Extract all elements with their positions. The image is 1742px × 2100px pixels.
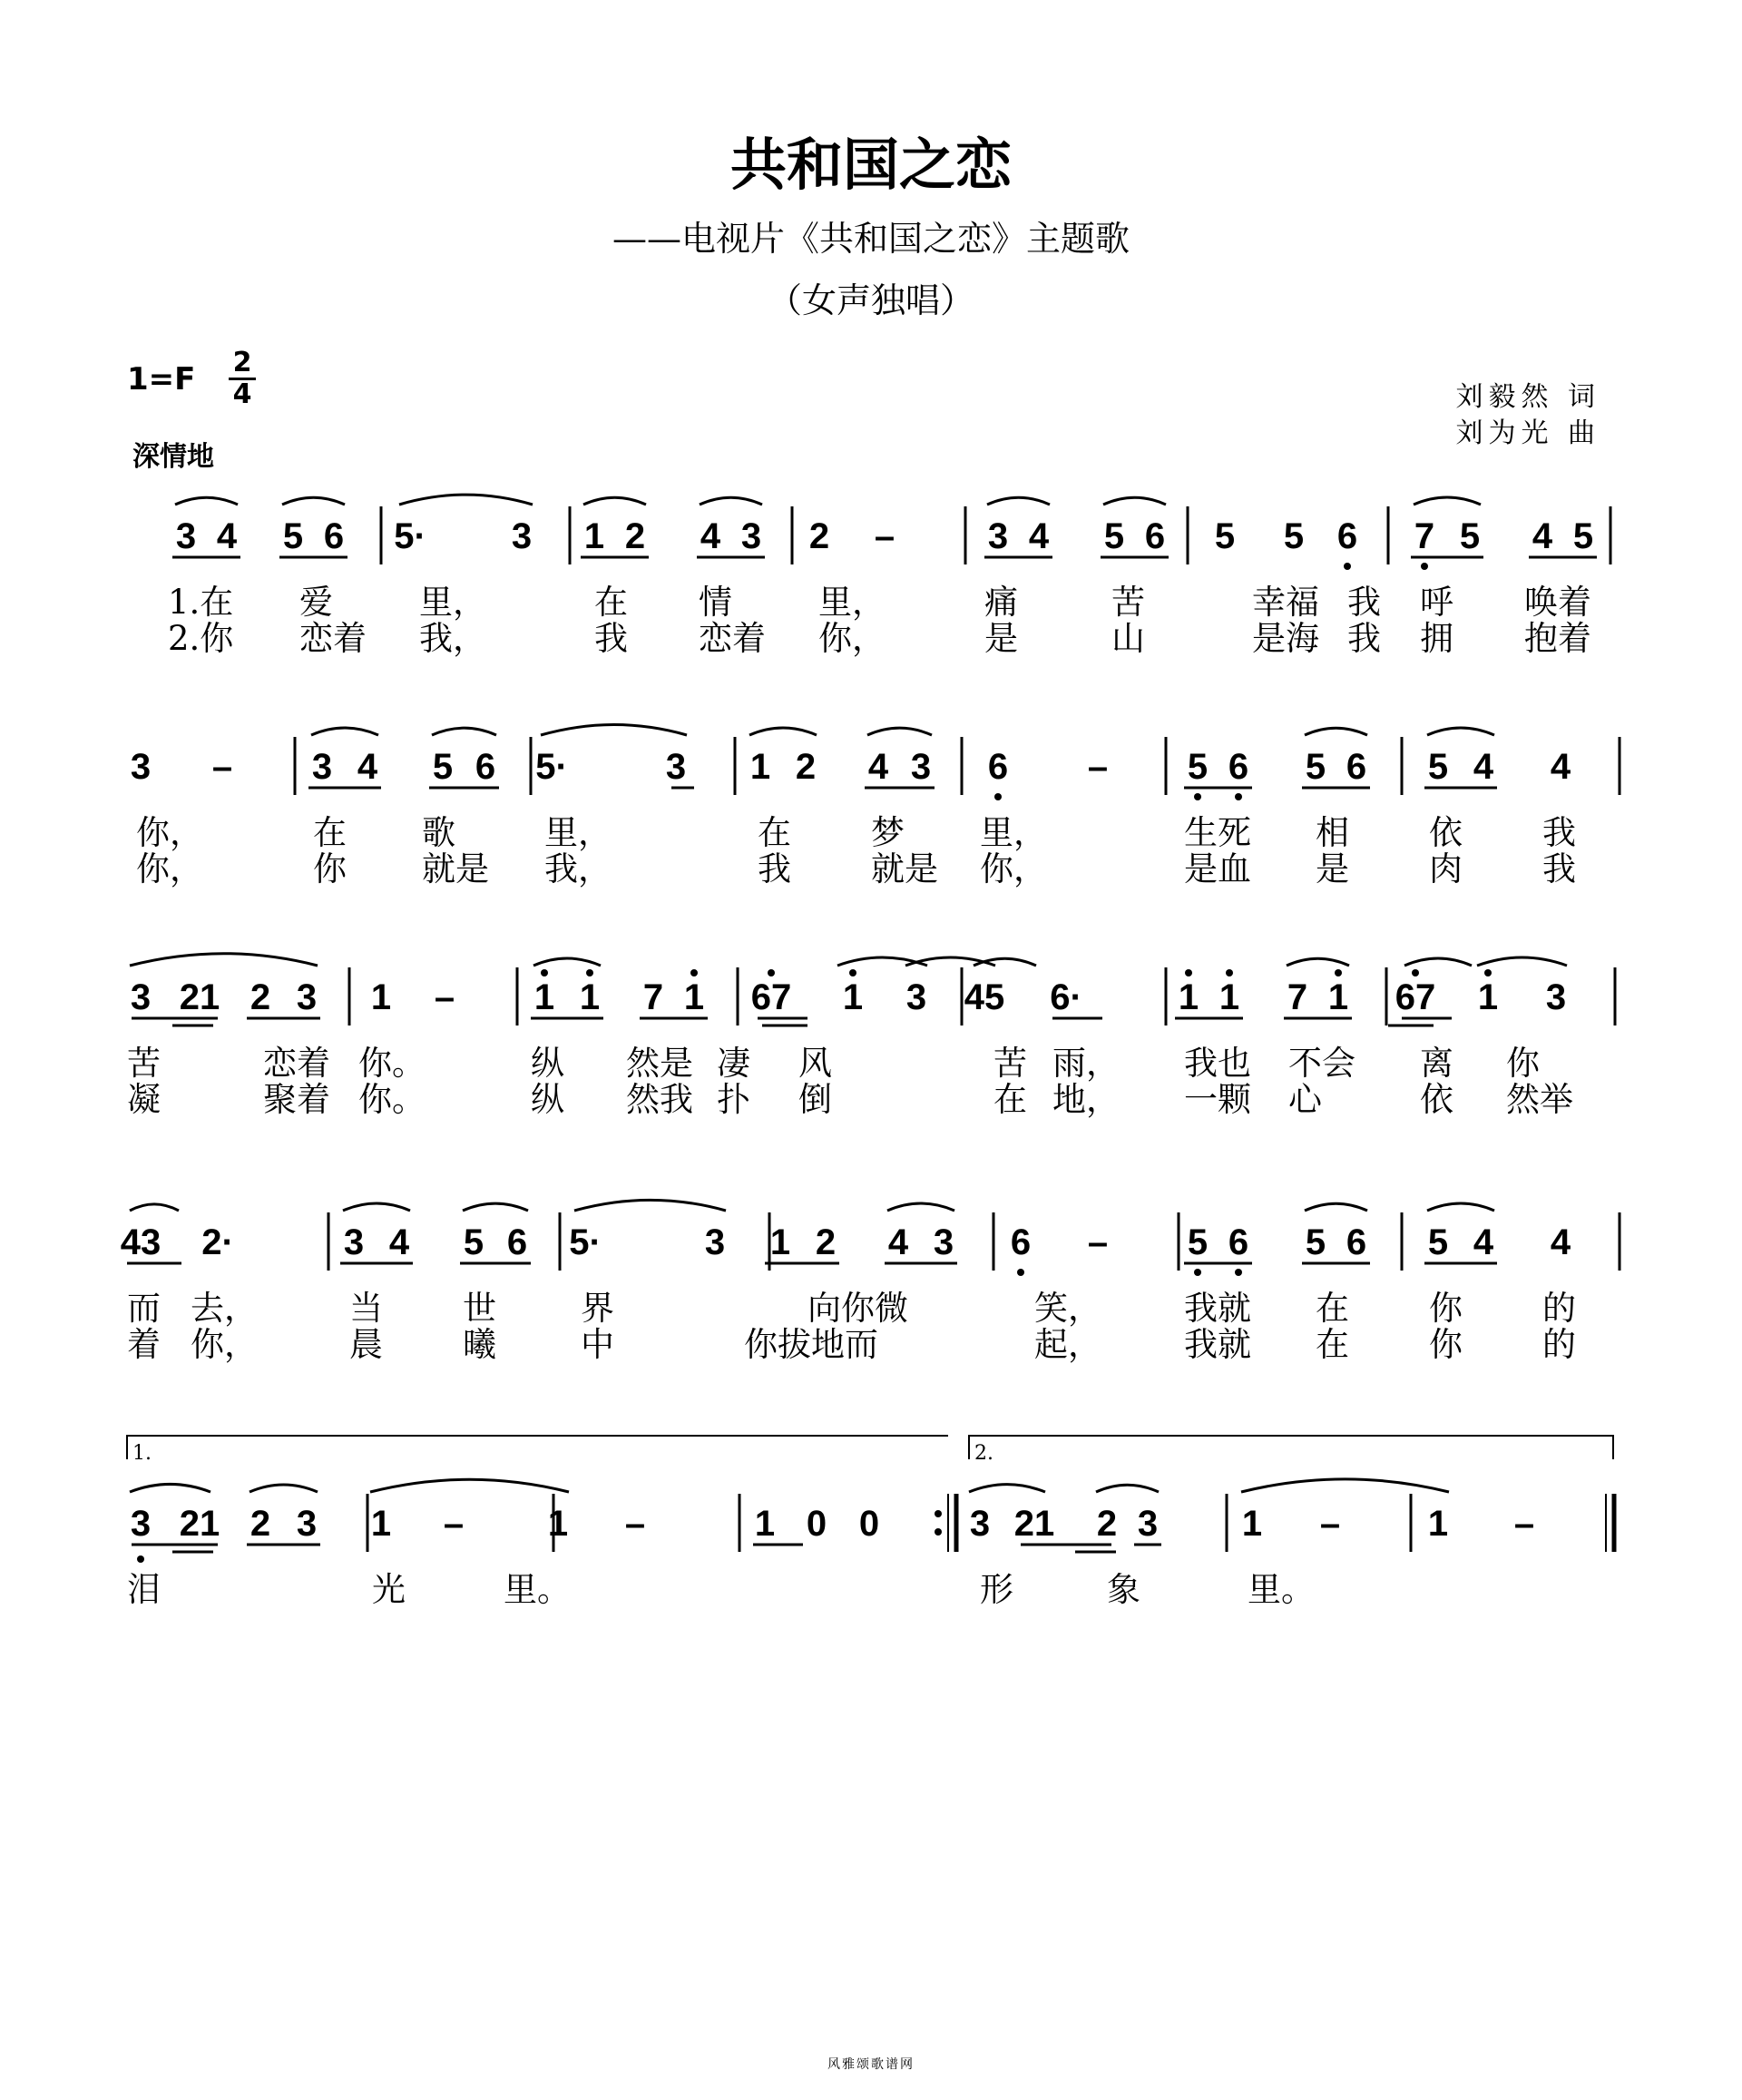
- slur-arc: [1427, 1203, 1494, 1211]
- octave-dot: [1344, 563, 1351, 570]
- jianpu-note: 3: [296, 977, 318, 1017]
- jianpu-note: 21: [1013, 1504, 1055, 1544]
- jianpu-note: 5: [432, 747, 454, 787]
- slur-arc: [1427, 728, 1494, 735]
- jianpu-note: 3: [969, 1504, 991, 1544]
- lyric-syllable: 唤着: [1524, 583, 1591, 622]
- jianpu-note: 3: [175, 516, 197, 556]
- jianpu-note: 4: [1028, 516, 1050, 556]
- lyric-syllable: 苦: [1111, 583, 1145, 622]
- jianpu-note: –: [1319, 1504, 1341, 1544]
- lyric-syllable: 你: [313, 849, 347, 888]
- slur-arc: [837, 957, 927, 966]
- slur-arc: [1305, 1203, 1367, 1211]
- jianpu-note: 7: [1414, 516, 1435, 556]
- jianpu-note: 3: [704, 1222, 726, 1262]
- lyric-syllable: 你。: [358, 1044, 426, 1083]
- lyric-syllable: 我也: [1184, 1044, 1251, 1083]
- jianpu-note: 7: [1287, 977, 1308, 1017]
- jianpu-note: 21: [179, 977, 220, 1017]
- jianpu-note: 3: [511, 516, 533, 556]
- lyric-syllable: 你，: [818, 619, 886, 658]
- jianpu-note: 2: [815, 1222, 837, 1262]
- slur-arc: [175, 497, 238, 505]
- song-subtitle: ——电视片《共和国之恋》主题歌: [612, 219, 1130, 259]
- lyric-syllable: 山: [1111, 619, 1145, 658]
- voice-type: （女声独唱）: [767, 280, 974, 320]
- jianpu-note: –: [1513, 1504, 1535, 1544]
- slur-arc: [969, 1485, 1045, 1492]
- repeat-dot: [935, 1528, 942, 1536]
- jianpu-note: 2: [624, 516, 646, 556]
- footer-watermark: 风雅颂歌谱网: [827, 2057, 915, 2072]
- lyric-syllable: 向你微: [807, 1289, 908, 1328]
- lyric-syllable: 你。: [358, 1080, 426, 1119]
- lyric-syllable: 生死: [1184, 813, 1251, 852]
- jianpu-note: 3: [740, 516, 762, 556]
- lyric-syllable: 是: [1316, 849, 1349, 888]
- octave-dot: [1412, 969, 1419, 976]
- jianpu-note: 6: [475, 747, 496, 787]
- jianpu-note: 1: [1178, 977, 1199, 1017]
- jianpu-note: 3: [296, 1504, 318, 1544]
- lyric-syllable: 是: [984, 619, 1018, 658]
- jianpu-note: 4: [1550, 1222, 1571, 1262]
- lyric-syllable: 肉: [1429, 849, 1463, 888]
- jianpu-note: 1: [1218, 977, 1240, 1017]
- lyric-syllable: 曦: [463, 1325, 496, 1364]
- slur-arc: [887, 1203, 954, 1211]
- volta-bracket-second: [969, 1436, 1613, 1459]
- lyric-syllable: 形: [980, 1570, 1013, 1609]
- lyric-syllable: 里。: [504, 1570, 571, 1609]
- lyric-syllable: 相: [1316, 813, 1349, 852]
- lyric-syllable: 笑，: [1034, 1289, 1101, 1328]
- jianpu-note: 4: [1473, 1222, 1494, 1262]
- jianpu-note: 5: [1427, 747, 1449, 787]
- volta-bracket-first: [127, 1436, 948, 1459]
- jianpu-note: 3: [130, 977, 152, 1017]
- jianpu-note: 6: [1228, 1222, 1249, 1262]
- slur-arc: [1404, 958, 1472, 966]
- jianpu-note: –: [211, 747, 233, 787]
- lyric-syllable: 依: [1429, 813, 1463, 852]
- lyric-syllable: 倒: [798, 1080, 832, 1119]
- jianpu-note: –: [624, 1504, 646, 1544]
- lyric-syllable: 拥: [1420, 619, 1453, 658]
- time-signature-denominator: 4: [232, 378, 252, 410]
- jianpu-note: 5: [1459, 516, 1481, 556]
- jianpu-note: 6·: [1050, 977, 1082, 1017]
- lyric-syllable: 在: [758, 813, 791, 852]
- slur-arc: [749, 728, 817, 735]
- jianpu-note: 1: [769, 1222, 791, 1262]
- jianpu-note: 0: [858, 1504, 880, 1544]
- octave-dot: [1421, 563, 1428, 570]
- jianpu-note: 6: [323, 516, 345, 556]
- lyric-syllable: 你，: [136, 813, 203, 852]
- jianpu-note: 5: [1305, 747, 1326, 787]
- lyric-syllable: 的: [1542, 1289, 1576, 1328]
- jianpu-note: 7: [642, 977, 664, 1017]
- lyric-syllable: 我: [594, 619, 628, 658]
- lyric-syllable: 风: [798, 1044, 832, 1083]
- lyric-syllable: 在: [1316, 1289, 1349, 1328]
- octave-dot: [1335, 969, 1342, 976]
- lyric-syllable: 凝: [127, 1080, 161, 1119]
- lyric-syllable: 是血: [1184, 849, 1251, 888]
- jianpu-note: 5: [1305, 1222, 1326, 1262]
- lyric-syllable: 里，: [544, 813, 612, 852]
- lyric-syllable: 世: [463, 1289, 496, 1328]
- lyric-syllable: 恋着: [699, 619, 766, 658]
- slur-arc: [974, 958, 1036, 966]
- jianpu-note: 5: [1103, 516, 1125, 556]
- lyric-syllable: 痛: [984, 583, 1018, 622]
- octave-dot: [1484, 969, 1492, 976]
- jianpu-note: 3: [130, 1504, 152, 1544]
- octave-dot: [1194, 1269, 1201, 1276]
- composer-credit: 刘为光 曲: [1455, 417, 1600, 449]
- slur-arc: [1287, 958, 1349, 966]
- lyric-syllable: 在: [594, 583, 628, 622]
- jianpu-note: 6: [1346, 1222, 1367, 1262]
- lyric-syllable: 心: [1288, 1080, 1322, 1119]
- lyric-syllable: 你: [1506, 1044, 1540, 1083]
- lyric-syllable: 在: [1316, 1325, 1349, 1364]
- lyric-syllable: 里，: [818, 583, 886, 622]
- jianpu-note: 5: [1572, 516, 1594, 556]
- jianpu-note: 6: [1228, 747, 1249, 787]
- slur-arc: [1305, 728, 1367, 735]
- lyric-syllable: 是海: [1252, 619, 1319, 658]
- octave-dot: [1194, 793, 1201, 800]
- lyric-syllable: 晨: [349, 1325, 383, 1364]
- song-title: 共和国之恋: [729, 132, 1012, 198]
- slur-arc: [583, 497, 646, 505]
- jianpu-note: 4: [1532, 516, 1553, 556]
- jianpu-note: –: [434, 977, 455, 1017]
- lyric-syllable: 我: [1542, 813, 1576, 852]
- jianpu-note: 5·: [394, 516, 426, 556]
- lyric-syllable: 我，: [419, 619, 486, 658]
- lyric-syllable: 我就: [1184, 1325, 1251, 1364]
- slur-arc: [1241, 1479, 1449, 1492]
- octave-dot: [1017, 1269, 1024, 1276]
- jianpu-note: 3: [905, 977, 927, 1017]
- lyric-syllable: 凄: [717, 1044, 750, 1083]
- lyric-syllable: 苦: [127, 1044, 161, 1083]
- jianpu-note: 6: [987, 747, 1009, 787]
- slur-arc: [432, 728, 496, 735]
- jianpu-note: 4: [357, 747, 378, 787]
- lyric-syllable: 我: [1542, 849, 1576, 888]
- lyric-syllable: 抱着: [1524, 619, 1591, 658]
- lyric-syllable: 扑: [717, 1080, 750, 1119]
- slur-arc: [130, 954, 318, 966]
- octave-dot: [768, 969, 775, 976]
- lyric-syllable: 地，: [1052, 1080, 1120, 1119]
- slur-arc: [533, 958, 601, 966]
- lyric-syllable: 里，: [980, 813, 1047, 852]
- jianpu-note: 67: [750, 977, 792, 1017]
- slur-arc: [130, 1204, 179, 1211]
- lyric-syllable: 象: [1107, 1570, 1140, 1609]
- jianpu-note: 4: [700, 516, 721, 556]
- lyric-syllable: 不会: [1288, 1044, 1355, 1083]
- lyric-syllable: 我: [1347, 583, 1381, 622]
- slur-arc: [1477, 957, 1567, 966]
- jianpu-note: 1: [683, 977, 705, 1017]
- slur-arc: [1414, 497, 1481, 505]
- jianpu-note: 5: [1283, 516, 1305, 556]
- lyric-syllable: 在: [993, 1080, 1027, 1119]
- jianpu-note: 43: [120, 1222, 161, 1262]
- lyric-syllable: 依: [1420, 1080, 1453, 1119]
- lyric-syllable: 离: [1420, 1044, 1453, 1083]
- jianpu-note: 3: [933, 1222, 954, 1262]
- octave-dot: [1185, 969, 1192, 976]
- slur-arc: [574, 1200, 726, 1211]
- slur-arc: [1096, 1485, 1159, 1492]
- octave-dot: [1235, 793, 1242, 800]
- octave-dot: [541, 969, 548, 976]
- lyric-syllable: 1.在: [168, 583, 234, 622]
- lyric-syllable: 我就: [1184, 1289, 1251, 1328]
- jianpu-note: 2: [250, 977, 271, 1017]
- octave-dot: [1226, 969, 1233, 976]
- jianpu-note: 6: [1336, 516, 1358, 556]
- lyric-syllable: 我，: [544, 849, 612, 888]
- lyric-syllable: 在: [313, 813, 347, 852]
- lyric-syllable: 里，: [419, 583, 486, 622]
- jianpu-note: 3: [1545, 977, 1567, 1017]
- volta-number-first: 1.: [132, 1442, 152, 1465]
- jianpu-note: 6: [1010, 1222, 1032, 1262]
- jianpu-note: 6: [1346, 747, 1367, 787]
- jianpu-note: 4: [867, 747, 889, 787]
- lyric-syllable: 纵: [531, 1044, 564, 1083]
- lyric-syllable: 你，: [136, 849, 203, 888]
- time-signature-numerator: 2: [229, 348, 256, 380]
- jianpu-note: 2: [795, 747, 817, 787]
- lyric-syllable: 歌: [422, 813, 455, 852]
- octave-dot: [849, 969, 856, 976]
- lyric-syllable: 光: [372, 1570, 406, 1609]
- jianpu-note: 1: [583, 516, 605, 556]
- jianpu-note: 67: [1395, 977, 1436, 1017]
- octave-dot: [586, 969, 593, 976]
- jianpu-note: 2·: [201, 1222, 234, 1262]
- jianpu-note: 1: [1427, 1504, 1449, 1544]
- lyric-syllable: 聚着: [263, 1080, 330, 1119]
- lyric-syllable: 幸福: [1252, 583, 1319, 622]
- slur-arc: [282, 497, 345, 505]
- lyric-syllable: 然我: [626, 1080, 693, 1119]
- lyric-syllable: 梦: [871, 813, 905, 852]
- jianpu-note: 2: [250, 1504, 271, 1544]
- jianpu-note: –: [874, 516, 895, 556]
- jianpu-note: 5: [1187, 1222, 1209, 1262]
- slur-arc: [250, 1485, 318, 1492]
- jianpu-note: 2: [1096, 1504, 1118, 1544]
- jianpu-note: 3: [665, 747, 687, 787]
- lyric-syllable: 你，: [191, 1325, 258, 1364]
- jianpu-note: 1: [754, 1504, 776, 1544]
- jianpu-note: 0: [806, 1504, 827, 1544]
- jianpu-note: 3: [987, 516, 1009, 556]
- jianpu-note: 4: [887, 1222, 909, 1262]
- lyric-syllable: 当: [349, 1289, 383, 1328]
- lyric-syllable: 就是: [871, 849, 938, 888]
- volta-number-second: 2.: [974, 1442, 993, 1465]
- lyric-syllable: 恋着: [263, 1044, 330, 1083]
- octave-dot: [690, 969, 698, 976]
- lyric-syllable: 里。: [1248, 1570, 1315, 1609]
- jianpu-note: 5: [1427, 1222, 1449, 1262]
- jianpu-note: 5·: [569, 1222, 602, 1262]
- lyric-syllable: 而: [127, 1289, 161, 1328]
- lyric-syllable: 起，: [1034, 1325, 1101, 1364]
- slur-arc: [343, 1203, 410, 1211]
- octave-dot: [137, 1555, 144, 1563]
- lyric-syllable: 2.你: [168, 619, 234, 658]
- jianpu-note: 4: [1550, 747, 1571, 787]
- jianpu-note: 3: [343, 1222, 365, 1262]
- jianpu-note: 45: [964, 977, 1005, 1017]
- jianpu-note: 3: [311, 747, 333, 787]
- lyric-syllable: 雨，: [1052, 1044, 1120, 1083]
- lyric-syllable: 中: [581, 1325, 614, 1364]
- lyric-syllable: 一颗: [1184, 1080, 1251, 1119]
- lyric-syllable: 你拔地而: [744, 1325, 878, 1364]
- lyricist-credit: 刘毅然 词: [1455, 381, 1600, 413]
- jianpu-note: 5: [463, 1222, 484, 1262]
- lyric-syllable: 然举: [1506, 1080, 1573, 1119]
- jianpu-note: 3: [1137, 1504, 1159, 1544]
- jianpu-note: –: [443, 1504, 465, 1544]
- slur-arc: [867, 728, 932, 735]
- slur-arc: [700, 497, 762, 505]
- jianpu-note: 1: [1241, 1504, 1263, 1544]
- slur-arc: [541, 725, 687, 735]
- jianpu-note: 3: [130, 747, 152, 787]
- jianpu-note: 3: [910, 747, 932, 787]
- jianpu-note: 6: [506, 1222, 528, 1262]
- jianpu-note: 1: [1477, 977, 1499, 1017]
- jianpu-note: 21: [179, 1504, 220, 1544]
- lyric-syllable: 爱: [299, 583, 333, 622]
- lyric-syllable: 我: [1347, 619, 1381, 658]
- jianpu-note: 4: [388, 1222, 410, 1262]
- jianpu-note: 1: [370, 1504, 392, 1544]
- jianpu-note: 1: [370, 977, 392, 1017]
- jianpu-note: 1: [1327, 977, 1349, 1017]
- jianpu-note: 2: [808, 516, 830, 556]
- jianpu-note: 1: [749, 747, 771, 787]
- jianpu-note: 6: [1144, 516, 1166, 556]
- jianpu-note: 5·: [535, 747, 568, 787]
- slur-arc: [311, 728, 378, 735]
- lyric-syllable: 苦: [993, 1044, 1027, 1083]
- jianpu-note: 1: [842, 977, 864, 1017]
- jianpu-note: –: [1087, 1222, 1109, 1262]
- lyric-syllable: 情: [699, 583, 732, 622]
- jianpu-note: 1: [533, 977, 555, 1017]
- slur-arc: [463, 1203, 528, 1211]
- tempo-marking: 深情地: [132, 441, 214, 473]
- jianpu-note: 4: [216, 516, 238, 556]
- jianpu-note: 5: [1214, 516, 1236, 556]
- lyric-syllable: 界: [581, 1289, 614, 1328]
- lyric-syllable: 泪: [127, 1570, 161, 1609]
- octave-dot: [994, 793, 1002, 800]
- slur-arc: [399, 495, 533, 505]
- lyric-syllable: 你，: [980, 849, 1047, 888]
- lyric-syllable: 就是: [422, 849, 489, 888]
- jianpu-note: 1: [547, 1504, 569, 1544]
- jianpu-note: 1: [579, 977, 601, 1017]
- octave-dot: [1235, 1269, 1242, 1276]
- jianpu-note: 5: [282, 516, 304, 556]
- lyric-syllable: 恋着: [299, 619, 367, 658]
- key-signature: 1=F: [127, 361, 196, 397]
- slur-arc: [370, 1479, 569, 1492]
- lyric-syllable: 纵: [531, 1080, 564, 1119]
- lyric-syllable: 然是: [626, 1044, 693, 1083]
- slur-arc: [1103, 497, 1166, 505]
- lyric-syllable: 的: [1542, 1325, 1576, 1364]
- lyric-syllable: 我: [758, 849, 791, 888]
- jianpu-note: 4: [1473, 747, 1494, 787]
- lyric-syllable: 你: [1429, 1289, 1463, 1328]
- slur-arc: [130, 1484, 210, 1492]
- jianpu-note: –: [1087, 747, 1109, 787]
- lyric-syllable: 着: [127, 1325, 161, 1364]
- lyric-syllable: 去，: [191, 1289, 258, 1328]
- repeat-dot: [935, 1510, 942, 1517]
- lyric-syllable: 呼: [1420, 583, 1453, 622]
- lyric-syllable: 你: [1429, 1325, 1463, 1364]
- jianpu-note: 5: [1187, 747, 1209, 787]
- slur-arc: [987, 497, 1050, 505]
